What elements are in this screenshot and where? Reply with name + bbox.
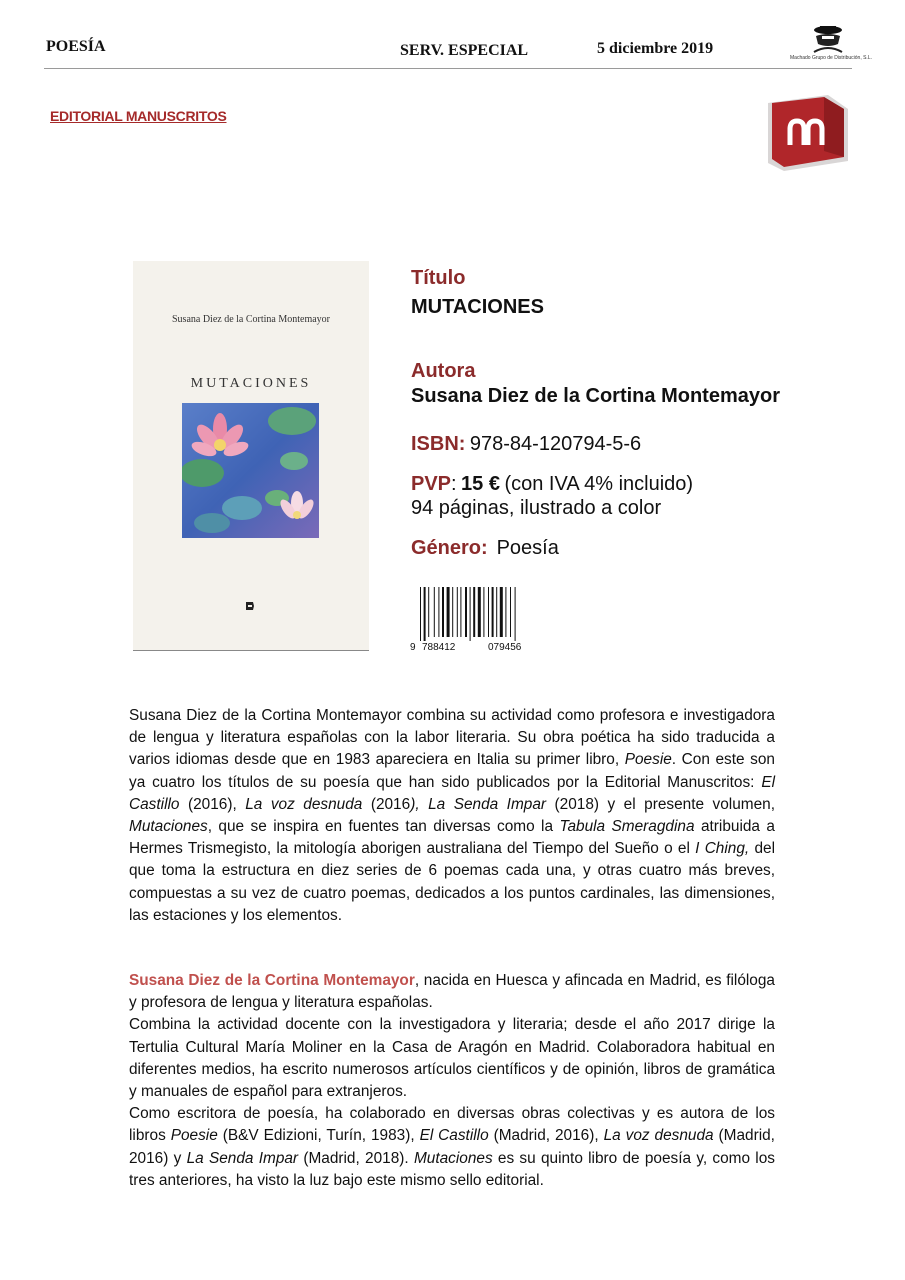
italic-title: El Castillo: [419, 1127, 489, 1145]
description-text: (2018) y el presente volumen,: [546, 795, 775, 813]
book-cover: [133, 261, 369, 651]
barcode-right-digits: 079456: [488, 642, 522, 653]
distributor-caption: Machado Grupo de Distribución, S.L.: [790, 55, 872, 61]
bio-text: (B&V Edizioni, Turín, 1983),: [217, 1127, 420, 1145]
bio-text: , nacida en Huesca y afincada en Madrid, es filóloga y profesora de lengua y literatura españolas.: [129, 972, 775, 1012]
italic-title: ), La Senda Impar: [410, 795, 547, 813]
book-description: [129, 705, 775, 927]
barcode-bar: [465, 587, 467, 637]
italic-title: Mutaciones: [129, 818, 208, 836]
price-note: (con IVA 4% incluido): [504, 473, 694, 495]
italic-title: Mutaciones: [413, 1149, 493, 1167]
bio-text: (Madrid, 2016),: [488, 1127, 604, 1145]
isbn-value: 978-84-120794-5-6: [469, 433, 642, 455]
italic-title: Tabula Smeragdina: [559, 818, 695, 836]
italic-title: Poesie: [170, 1127, 218, 1145]
pvp-separator: :: [451, 473, 457, 495]
barcode-bar: [492, 587, 494, 637]
barcode-bar: [442, 587, 444, 637]
barcode-lead-digit: 9: [410, 642, 416, 653]
service-label: SERV. ESPECIAL: [400, 42, 529, 59]
price-value: 15 €: [461, 473, 500, 495]
cover-title: MUTACIONES: [190, 376, 312, 391]
barcode-bar: [457, 587, 458, 637]
header-divider: [44, 68, 852, 69]
barcode-bar: [428, 587, 429, 637]
cover-author: Susana Diez de la Cortina Montemayor: [171, 314, 330, 325]
barcode-bar: [488, 587, 489, 637]
author-label: Autora: [411, 360, 476, 382]
barcode-bar: [438, 587, 439, 637]
barcode-bar: [452, 587, 453, 637]
barcode-bar: [473, 587, 475, 637]
barcode-bar: [515, 587, 516, 641]
barcode-bar: [470, 587, 471, 641]
barcode-bars: [420, 587, 516, 641]
book-author: Susana Diez de la Cortina Montemayor: [411, 385, 780, 407]
barcode-bar: [434, 587, 435, 637]
price-line: [411, 473, 693, 496]
italic-title: La voz desnuda: [245, 795, 363, 813]
description-text: (2016),: [179, 795, 246, 813]
italic-title: El Castillo: [129, 773, 775, 813]
genre-label: Género:: [411, 537, 488, 559]
italic-title: I Ching,: [695, 840, 750, 858]
barcode-bar: [505, 587, 506, 637]
bio-text: (Madrid, 2018).: [298, 1149, 414, 1167]
barcode-bar: [496, 587, 497, 637]
section-label: POESÍA: [46, 38, 106, 55]
barcode-bar: [478, 587, 481, 637]
genre-value: Poesía: [496, 537, 559, 559]
barcode-bar: [447, 587, 450, 637]
bio-text: (Madrid, 2016) y: [129, 1127, 775, 1167]
bio-author-name: Susana Diez de la Cortina Montemayor: [129, 972, 415, 989]
description-text: , que se inspira en fuentes tan diversas como la: [207, 818, 560, 836]
bio-text: es su quinto libro de poesía y, como los tres anteriores, ha visto la luz bajo este mismo sello editorial.: [129, 1149, 775, 1189]
barcode-bar: [424, 587, 426, 641]
description-text: del que toma la estructura en diez series de 6 poemas cada una, y otras cuatro más breves, compuestas a su vez de cuatro poemas, dedicados a los puntos cardinales, las dimensiones, las estaciones y los elementos.: [129, 840, 775, 924]
date-label: 5 diciembre 2019: [597, 40, 714, 57]
isbn-label: ISBN:: [411, 433, 466, 455]
isbn-line: [411, 433, 641, 456]
barcode-bar: [420, 587, 421, 641]
title-label: Título: [411, 267, 466, 289]
italic-title: La Senda Impar: [186, 1149, 299, 1167]
description-text: atribuida a Hermes Trismegisto, la mitología aborigen australiana del Tiempo del Sueño o el: [129, 818, 775, 858]
publisher-name: EDITORIAL MANUSCRITOS: [50, 108, 227, 124]
barcode-bar: [460, 587, 461, 637]
bio-text: Como escritora de poesía, ha colaborado en diversas obras colectivas y es autora de los libros: [129, 1105, 775, 1145]
barcode: [410, 587, 543, 653]
genre-line: [411, 537, 559, 560]
description-text: Susana Diez de la Cortina Montemayor combina su actividad como profesora e investigadora de lengua y literatura españolas con la labor literaria. Su obra poética ha sido traducida a varios idiomas desde que en 1983 apareciera en Italia su primer libro,: [129, 707, 775, 769]
barcode-bar: [500, 587, 503, 637]
description-text: . Con este son ya cuatro los títulos de su poesía que han sido publicados por la Editorial Manuscritos:: [129, 751, 775, 791]
barcode-bar: [483, 587, 484, 637]
author-bio: [129, 970, 775, 1192]
italic-title: La voz desnuda: [603, 1127, 714, 1145]
publisher-logo-icon: [764, 95, 848, 175]
cover-illustration: [182, 403, 319, 538]
book-title: MUTACIONES: [411, 296, 544, 318]
description-text: (2016: [362, 795, 411, 813]
italic-title: Poesie: [624, 751, 672, 769]
bio-text: Combina la actividad docente con la investigadora y literaria; desde el año 2017 dirige la Tertulia Cultural María Moliner en la Casa de Aragón en Madrid. Colaboradora habitual en diferentes medios, ha escrito numerosos artículos científicos y de opinión, libros de gramática y manuales de español para extranjeros.: [129, 1016, 775, 1101]
cover-publisher-mark-icon: [245, 601, 255, 611]
barcode-bar: [510, 587, 511, 637]
barcode-left-digits: 788412: [422, 642, 456, 653]
page-count: 94 páginas, ilustrado a color: [411, 497, 662, 519]
pvp-label: PVP: [411, 473, 452, 495]
